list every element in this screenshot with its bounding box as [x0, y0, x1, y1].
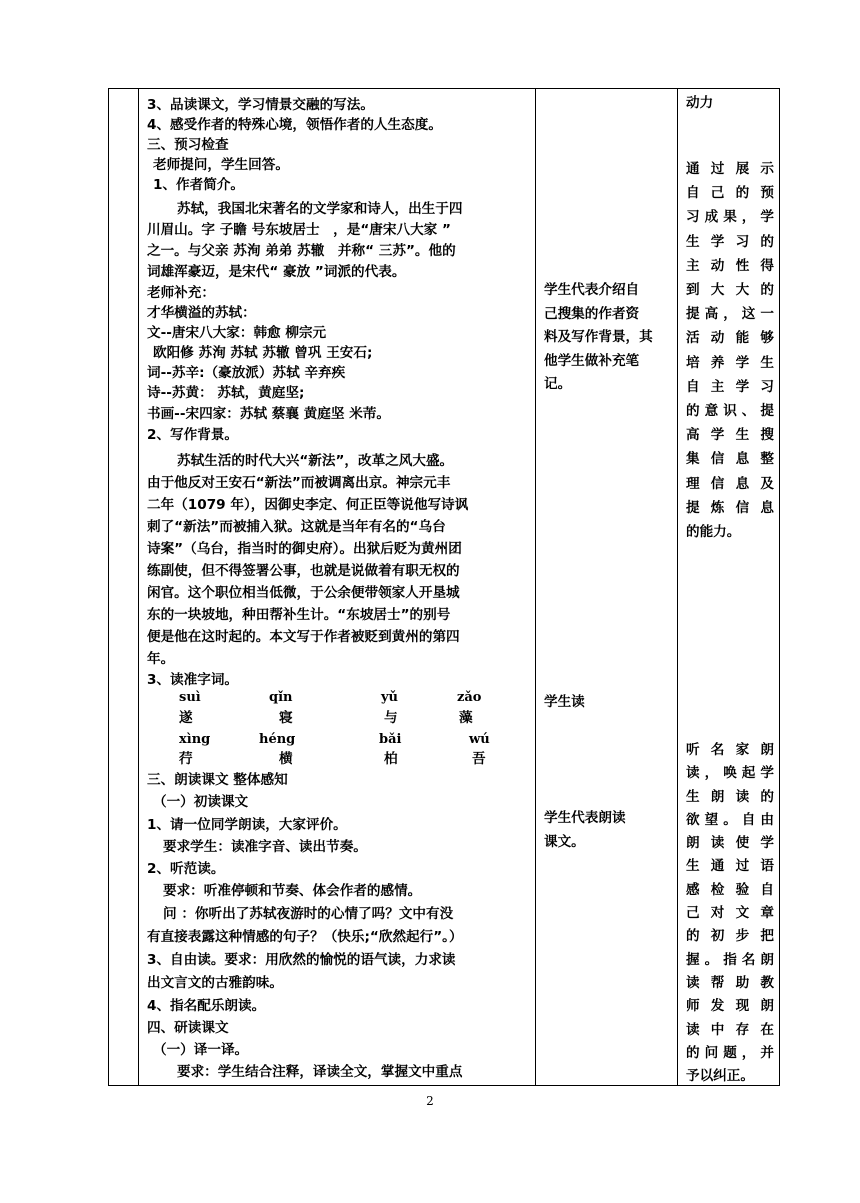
text-line: 之一。与父亲 苏洵 弟弟 苏辙 并称“ 三苏”。他的 [147, 243, 456, 259]
text-line: 读中存在 [686, 1021, 774, 1038]
design-intent-text [686, 157, 774, 544]
text-line: 3、自由读。要求：用欣然的愉悦的语气读，力求读 [147, 952, 456, 968]
pinyin-label: qǐn [269, 690, 293, 705]
pinyin-label: wú [469, 732, 490, 747]
text-line: 的问题，并 [686, 1044, 774, 1061]
text-line: 己对文章 [686, 905, 774, 922]
text-line: 3、品读课文，学习情景交融的写法。 [147, 97, 374, 113]
text-line: 己搜集的作者资 [544, 305, 640, 322]
text-line: 高学生搜 [686, 427, 774, 444]
text-line: 学生读 [544, 694, 585, 710]
hanzi-character: 与 [384, 710, 398, 726]
text-line: 他学生做补充笔 [544, 352, 640, 369]
teaching-process-cell [139, 89, 536, 1086]
student-activity-text [544, 691, 672, 715]
text-line: 到大大的 [686, 282, 774, 299]
text-line: 提炼信息 [686, 499, 774, 516]
hanzi-character: 遂 [179, 710, 193, 726]
pinyin-label: yǔ [381, 690, 399, 705]
text-line: 1、请一位同学朗读，大家评价。 [147, 817, 347, 833]
hanzi-character: 荇 [179, 751, 193, 767]
pinyin-label: héng [259, 732, 296, 747]
text-line: 听名家朗 [686, 742, 774, 758]
text-line: 习成果，学 [686, 209, 774, 226]
text-line: 有直接表露这种情感的句子？（快乐;“欣然起行”。） [147, 929, 463, 945]
text-line: 集信息整 [686, 451, 774, 468]
text-line: 的意识、提 [686, 403, 774, 420]
text-line: 师发现朗 [686, 998, 774, 1015]
text-line: （一）初读课文 [153, 794, 249, 810]
student-activity-text [544, 807, 672, 854]
text-line: 苏轼，我国北宋著名的文学家和诗人，出生于四 [177, 201, 463, 217]
text-line: 诗案”（乌台，指当时的御史府）。出狱后贬为黄州团 [147, 541, 462, 557]
text-line: 老师提问，学生回答。 [153, 157, 289, 173]
text-line: 3、读准字词。 [147, 672, 239, 688]
text-line: 问 ：你听出了苏轼夜游时的心情了吗？文中有没 [163, 906, 454, 922]
text-line: 老师补充： [147, 285, 215, 301]
text-line: 学生代表朗读 [544, 810, 626, 826]
text-line: 主动性得 [686, 257, 774, 274]
text-line: 读帮助教 [686, 974, 774, 991]
hanzi-character: 柏 [384, 751, 398, 767]
hanzi-character: 藻 [459, 710, 473, 726]
text-line: 通过展示 [686, 161, 774, 177]
text-line: 练副使，但不得签署公事，也就是说做着有职无权的 [147, 563, 460, 579]
text-line: 要求学生：读准字音、读出节奏。 [163, 839, 367, 855]
text-line: 1、作者简介。 [153, 177, 245, 193]
text-line: 生通过语 [686, 858, 774, 875]
text-line: 要求：听准停顿和节奏、体会作者的感情。 [163, 883, 422, 899]
text-line: 欧阳修 苏洵 苏轼 苏辙 曾巩 王安石; [153, 345, 373, 361]
text-line: 理信息及 [686, 475, 774, 492]
text-line: 出文言文的古雅韵味。 [147, 975, 283, 991]
text-line: 动力 [686, 95, 714, 111]
pinyin-label: zǎo [457, 690, 482, 705]
text-line: 便是他在这时起的。本文写于作者被贬到黄州的第四 [147, 629, 460, 645]
text-line: 自主学习 [686, 378, 774, 395]
text-line: 诗--苏黄： 苏轼，黄庭坚; [147, 385, 305, 401]
text-line: 4、感受作者的特殊心境，领悟作者的人生态度。 [147, 117, 442, 133]
text-line: 记。 [544, 376, 572, 392]
text-line: 刺了“新法”而被捕入狱。这就是当年有名的“乌台 [147, 519, 446, 535]
pinyin-label: xìng [179, 732, 211, 747]
text-line: 4、指名配乐朗读。 [147, 998, 266, 1014]
text-line: 握。指名朗 [686, 951, 774, 968]
text-line: 东的一块坡地，种田帮补生计。“东坡居士”的别号 [147, 607, 451, 623]
text-line: 料及写作背景，其 [544, 329, 653, 345]
pinyin-label: bǎi [379, 732, 402, 747]
text-line: （一）译一译。 [153, 1042, 249, 1058]
design-intent-text [686, 739, 774, 1088]
text-line: 要求：学生结合注释，译读全文，掌握文中重点 [177, 1064, 463, 1080]
text-line: 二年（1079 年），因御史李定、何正臣等说他写诗讽 [147, 497, 469, 513]
text-line: 词--苏辛:（豪放派）苏轼 辛弃疾 [147, 365, 346, 381]
text-line: 提高，这一 [686, 306, 774, 323]
student-activity-cell [536, 89, 678, 1086]
text-line: 生朗读的 [686, 788, 774, 805]
text-line: 三、朗读课文 整体感知 [147, 772, 288, 788]
text-line: 朗读使学 [686, 835, 774, 852]
text-line: 由于他反对王安石“新法”而被调离出京。神宗元丰 [147, 475, 451, 491]
text-line: 2、听范读。 [147, 861, 225, 877]
text-line: 予以纠正。 [686, 1068, 754, 1085]
text-line: 文--唐宋八大家：韩愈 柳宗元 [147, 325, 327, 341]
hanzi-character: 吾 [472, 751, 486, 767]
lesson-plan-table [108, 88, 780, 1086]
text-line: 词雄浑豪迈，是宋代“ 豪放 ”词派的代表。 [147, 264, 406, 280]
text-line: 自己的预 [686, 185, 774, 202]
text-line: 感检验自 [686, 881, 774, 898]
text-line: 课文。 [544, 833, 585, 850]
text-line: 培养学生 [686, 354, 774, 371]
text-line: 读，唤起学 [686, 765, 774, 782]
page-number: 2 [426, 1094, 434, 1108]
text-line: 2、写作背景。 [147, 427, 239, 443]
design-intent-cell [678, 89, 780, 1086]
pinyin-label: suì [179, 690, 201, 705]
text-line: 书画--宋四家：苏轼 蔡襄 黄庭坚 米芾。 [147, 406, 390, 422]
text-line: 生学习的 [686, 233, 774, 250]
text-line: 欲望。自由 [686, 811, 774, 828]
student-activity-text [544, 279, 672, 397]
text-line: 年。 [147, 651, 175, 667]
hanzi-character: 寝 [279, 710, 293, 726]
text-line: 的初步把 [686, 928, 774, 945]
text-line: 川眉山。字 子瞻 号东坡居士 ，是“唐宋八大家 ” [147, 222, 451, 238]
text-line: 闲官。这个职位相当低微，于公余便带领家人开垦城 [147, 585, 460, 601]
text-line: 的能力。 [686, 524, 741, 541]
text-line: 活动能够 [686, 330, 774, 347]
text-line: 四、研读课文 [147, 1020, 229, 1036]
blank-column-cell [109, 89, 139, 1086]
text-line: 三、预习检查 [147, 137, 229, 153]
text-line: 才华横溢的苏轼： [147, 305, 256, 321]
text-line: 学生代表介绍自 [544, 282, 640, 298]
hanzi-character: 横 [279, 751, 293, 767]
text-line: 苏轼生活的时代大兴“新法”，改革之风大盛。 [177, 453, 454, 469]
